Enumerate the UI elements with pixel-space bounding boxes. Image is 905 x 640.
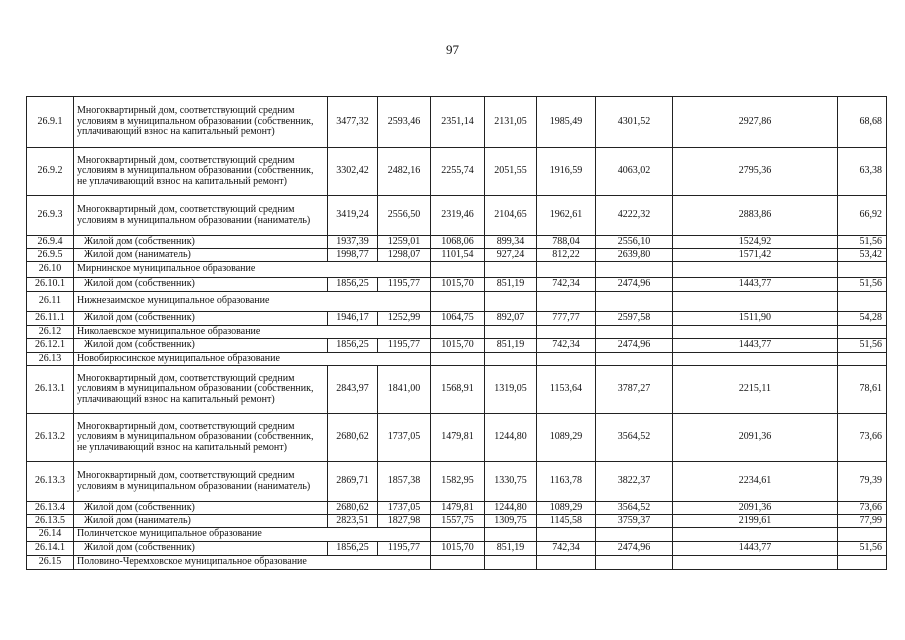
- value-cell: 73,66: [838, 414, 887, 462]
- value-cell: 2639,80: [596, 249, 673, 262]
- value-cell: 1946,17: [328, 312, 378, 326]
- table-row: [27, 353, 887, 366]
- row-description: Многоквартирный дом, соответствующий средним условиям в муниципальном образовании (наниматель): [74, 462, 328, 502]
- value-cell: 812,22: [537, 249, 596, 262]
- value-cell: 1195,77: [378, 278, 431, 292]
- row-code: 26.15: [27, 556, 74, 570]
- row-code: 26.13.4: [27, 502, 74, 515]
- value-cell: 66,92: [838, 196, 887, 236]
- row-code: 26.13.1: [27, 366, 74, 414]
- row-description: Многоквартирный дом, соответствующий средним условиям в муниципальном образовании (собственник, не уплачивающий взнос на капитальный ремонт): [74, 148, 328, 196]
- row-description: Многоквартирный дом, соответствующий средним условиям в муниципальном образовании (собственник, уплачивающий взнос на капитальный ремонт): [74, 97, 328, 148]
- value-cell: 73,66: [838, 502, 887, 515]
- empty-cell: [596, 292, 673, 312]
- table-row: [27, 556, 887, 570]
- value-cell: 1195,77: [378, 542, 431, 556]
- value-cell: 1145,58: [537, 515, 596, 528]
- value-cell: 79,39: [838, 462, 887, 502]
- value-cell: 1153,64: [537, 366, 596, 414]
- row-description: Жилой дом (собственник): [74, 312, 328, 326]
- value-cell: 1511,90: [673, 312, 838, 326]
- table-row: [27, 97, 887, 148]
- value-cell: 2319,46: [431, 196, 485, 236]
- value-cell: 1524,92: [673, 236, 838, 249]
- value-cell: 2104,65: [485, 196, 537, 236]
- row-description: Жилой дом (наниматель): [74, 515, 328, 528]
- section-title: Мирнинское муниципальное образование: [74, 262, 431, 278]
- value-cell: 1443,77: [673, 339, 838, 353]
- value-cell: 1568,91: [431, 366, 485, 414]
- empty-cell: [596, 326, 673, 339]
- value-cell: 3302,42: [328, 148, 378, 196]
- table-row: [27, 515, 887, 528]
- value-cell: 1319,05: [485, 366, 537, 414]
- table-row: [27, 312, 887, 326]
- row-code: 26.10: [27, 262, 74, 278]
- value-cell: 1737,05: [378, 414, 431, 462]
- empty-cell: [485, 262, 537, 278]
- value-cell: 51,56: [838, 236, 887, 249]
- value-cell: 1916,59: [537, 148, 596, 196]
- row-code: 26.10.1: [27, 278, 74, 292]
- value-cell: 1856,25: [328, 339, 378, 353]
- value-cell: 851,19: [485, 339, 537, 353]
- page-number: 97: [446, 42, 459, 57]
- value-cell: 4301,52: [596, 97, 673, 148]
- value-cell: 2199,61: [673, 515, 838, 528]
- value-cell: 3822,37: [596, 462, 673, 502]
- empty-cell: [485, 292, 537, 312]
- row-description: Жилой дом (собственник): [74, 542, 328, 556]
- value-cell: 1068,06: [431, 236, 485, 249]
- table-row: [27, 502, 887, 515]
- row-code: 26.13.5: [27, 515, 74, 528]
- value-cell: 3787,27: [596, 366, 673, 414]
- table-row: [27, 292, 887, 312]
- value-cell: 1857,38: [378, 462, 431, 502]
- value-cell: 2680,62: [328, 414, 378, 462]
- value-cell: 2556,10: [596, 236, 673, 249]
- value-cell: 2234,61: [673, 462, 838, 502]
- value-cell: 51,56: [838, 542, 887, 556]
- value-cell: 1015,70: [431, 339, 485, 353]
- row-code: 26.13.2: [27, 414, 74, 462]
- value-cell: 742,34: [537, 339, 596, 353]
- value-cell: 2823,51: [328, 515, 378, 528]
- table-row: [27, 462, 887, 502]
- value-cell: 2795,36: [673, 148, 838, 196]
- value-cell: 851,19: [485, 542, 537, 556]
- value-cell: 3477,32: [328, 97, 378, 148]
- row-code: 26.13: [27, 353, 74, 366]
- table-row: [27, 528, 887, 542]
- value-cell: 68,68: [838, 97, 887, 148]
- value-cell: 788,04: [537, 236, 596, 249]
- table-row: [27, 542, 887, 556]
- row-code: 26.9.1: [27, 97, 74, 148]
- empty-cell: [431, 353, 485, 366]
- row-code: 26.14.1: [27, 542, 74, 556]
- empty-cell: [596, 528, 673, 542]
- value-cell: 2556,50: [378, 196, 431, 236]
- value-cell: 51,56: [838, 278, 887, 292]
- value-cell: 1443,77: [673, 278, 838, 292]
- empty-cell: [838, 262, 887, 278]
- section-title: Нижнезаимское муниципальное образование: [74, 292, 431, 312]
- value-cell: 2843,97: [328, 366, 378, 414]
- row-code: 26.13.3: [27, 462, 74, 502]
- value-cell: 2593,46: [378, 97, 431, 148]
- value-cell: 1443,77: [673, 542, 838, 556]
- value-cell: 1582,95: [431, 462, 485, 502]
- empty-cell: [673, 292, 838, 312]
- empty-cell: [537, 528, 596, 542]
- value-cell: 1557,75: [431, 515, 485, 528]
- value-cell: 4063,02: [596, 148, 673, 196]
- row-code: 26.11: [27, 292, 74, 312]
- value-cell: 927,24: [485, 249, 537, 262]
- value-cell: 2474,96: [596, 278, 673, 292]
- value-cell: 3759,37: [596, 515, 673, 528]
- empty-cell: [485, 556, 537, 570]
- value-cell: 777,77: [537, 312, 596, 326]
- value-cell: 1064,75: [431, 312, 485, 326]
- value-cell: 851,19: [485, 278, 537, 292]
- value-cell: 1841,00: [378, 366, 431, 414]
- value-cell: 1015,70: [431, 542, 485, 556]
- empty-cell: [596, 353, 673, 366]
- row-code: 26.9.5: [27, 249, 74, 262]
- value-cell: 2091,36: [673, 414, 838, 462]
- value-cell: 742,34: [537, 542, 596, 556]
- value-cell: 2474,96: [596, 542, 673, 556]
- row-code: 26.9.3: [27, 196, 74, 236]
- table-row: [27, 196, 887, 236]
- empty-cell: [838, 292, 887, 312]
- value-cell: 1101,54: [431, 249, 485, 262]
- value-cell: 3564,52: [596, 414, 673, 462]
- empty-cell: [431, 556, 485, 570]
- value-cell: 1827,98: [378, 515, 431, 528]
- empty-cell: [838, 353, 887, 366]
- value-cell: 53,42: [838, 249, 887, 262]
- table-row: [27, 366, 887, 414]
- value-cell: 2597,58: [596, 312, 673, 326]
- row-code: 26.11.1: [27, 312, 74, 326]
- empty-cell: [431, 262, 485, 278]
- value-cell: 1479,81: [431, 502, 485, 515]
- value-cell: 1309,75: [485, 515, 537, 528]
- value-cell: 1571,42: [673, 249, 838, 262]
- empty-cell: [596, 556, 673, 570]
- empty-cell: [431, 292, 485, 312]
- value-cell: 2131,05: [485, 97, 537, 148]
- empty-cell: [838, 556, 887, 570]
- value-cell: 1089,29: [537, 502, 596, 515]
- value-cell: 2482,16: [378, 148, 431, 196]
- empty-cell: [485, 528, 537, 542]
- empty-cell: [431, 528, 485, 542]
- value-cell: 2215,11: [673, 366, 838, 414]
- value-cell: 1856,25: [328, 278, 378, 292]
- value-cell: 2883,86: [673, 196, 838, 236]
- value-cell: 2051,55: [485, 148, 537, 196]
- section-title: Половино-Черемховское муниципальное образование: [74, 556, 431, 570]
- section-title: Новобирюсинское муниципальное образование: [74, 353, 431, 366]
- value-cell: 1089,29: [537, 414, 596, 462]
- row-description: Многоквартирный дом, соответствующий средним условиям в муниципальном образовании (наниматель): [74, 196, 328, 236]
- value-cell: 3564,52: [596, 502, 673, 515]
- empty-cell: [838, 326, 887, 339]
- row-description: Жилой дом (собственник): [74, 502, 328, 515]
- row-description: Жилой дом (собственник): [74, 236, 328, 249]
- value-cell: 892,07: [485, 312, 537, 326]
- row-code: 26.12.1: [27, 339, 74, 353]
- value-cell: 2351,14: [431, 97, 485, 148]
- empty-cell: [673, 353, 838, 366]
- value-cell: 1985,49: [537, 97, 596, 148]
- value-cell: 4222,32: [596, 196, 673, 236]
- value-cell: 2474,96: [596, 339, 673, 353]
- value-cell: 1737,05: [378, 502, 431, 515]
- empty-cell: [596, 262, 673, 278]
- table-row: [27, 326, 887, 339]
- empty-cell: [485, 326, 537, 339]
- table-row: [27, 148, 887, 196]
- value-cell: 1252,99: [378, 312, 431, 326]
- empty-cell: [537, 292, 596, 312]
- value-cell: 1856,25: [328, 542, 378, 556]
- empty-cell: [673, 326, 838, 339]
- table-row: [27, 262, 887, 278]
- table-row: [27, 339, 887, 353]
- value-cell: 1937,39: [328, 236, 378, 249]
- tariff-table: [26, 96, 887, 570]
- value-cell: 1479,81: [431, 414, 485, 462]
- table-row: [27, 236, 887, 249]
- table-row: [27, 278, 887, 292]
- value-cell: 51,56: [838, 339, 887, 353]
- value-cell: 1330,75: [485, 462, 537, 502]
- row-code: 26.9.2: [27, 148, 74, 196]
- value-cell: 1163,78: [537, 462, 596, 502]
- empty-cell: [673, 556, 838, 570]
- empty-cell: [431, 326, 485, 339]
- empty-cell: [485, 353, 537, 366]
- value-cell: 1298,07: [378, 249, 431, 262]
- empty-cell: [537, 326, 596, 339]
- row-description: Многоквартирный дом, соответствующий средним условиям в муниципальном образовании (собственник, не уплачивающий взнос на капитальный ремонт): [74, 414, 328, 462]
- value-cell: 1259,01: [378, 236, 431, 249]
- value-cell: 2927,86: [673, 97, 838, 148]
- row-description: Жилой дом (собственник): [74, 339, 328, 353]
- value-cell: 742,34: [537, 278, 596, 292]
- value-cell: 2091,36: [673, 502, 838, 515]
- empty-cell: [673, 262, 838, 278]
- value-cell: 1244,80: [485, 414, 537, 462]
- value-cell: 63,38: [838, 148, 887, 196]
- value-cell: 1015,70: [431, 278, 485, 292]
- value-cell: 2869,71: [328, 462, 378, 502]
- value-cell: 1195,77: [378, 339, 431, 353]
- value-cell: 2255,74: [431, 148, 485, 196]
- row-code: 26.14: [27, 528, 74, 542]
- row-code: 26.12: [27, 326, 74, 339]
- value-cell: 77,99: [838, 515, 887, 528]
- empty-cell: [673, 528, 838, 542]
- empty-cell: [537, 262, 596, 278]
- row-description: Многоквартирный дом, соответствующий средним условиям в муниципальном образовании (собственник, уплачивающий взнос на капитальный ремонт): [74, 366, 328, 414]
- table-row: [27, 249, 887, 262]
- value-cell: 1998,77: [328, 249, 378, 262]
- empty-cell: [537, 353, 596, 366]
- row-code: 26.9.4: [27, 236, 74, 249]
- empty-cell: [537, 556, 596, 570]
- row-description: Жилой дом (наниматель): [74, 249, 328, 262]
- value-cell: 3419,24: [328, 196, 378, 236]
- value-cell: 78,61: [838, 366, 887, 414]
- value-cell: 1962,61: [537, 196, 596, 236]
- value-cell: 899,34: [485, 236, 537, 249]
- value-cell: 1244,80: [485, 502, 537, 515]
- empty-cell: [838, 528, 887, 542]
- section-title: Полинчетское муниципальное образование: [74, 528, 431, 542]
- value-cell: 54,28: [838, 312, 887, 326]
- section-title: Николаевское муниципальное образование: [74, 326, 431, 339]
- row-description: Жилой дом (собственник): [74, 278, 328, 292]
- value-cell: 2680,62: [328, 502, 378, 515]
- table-row: [27, 414, 887, 462]
